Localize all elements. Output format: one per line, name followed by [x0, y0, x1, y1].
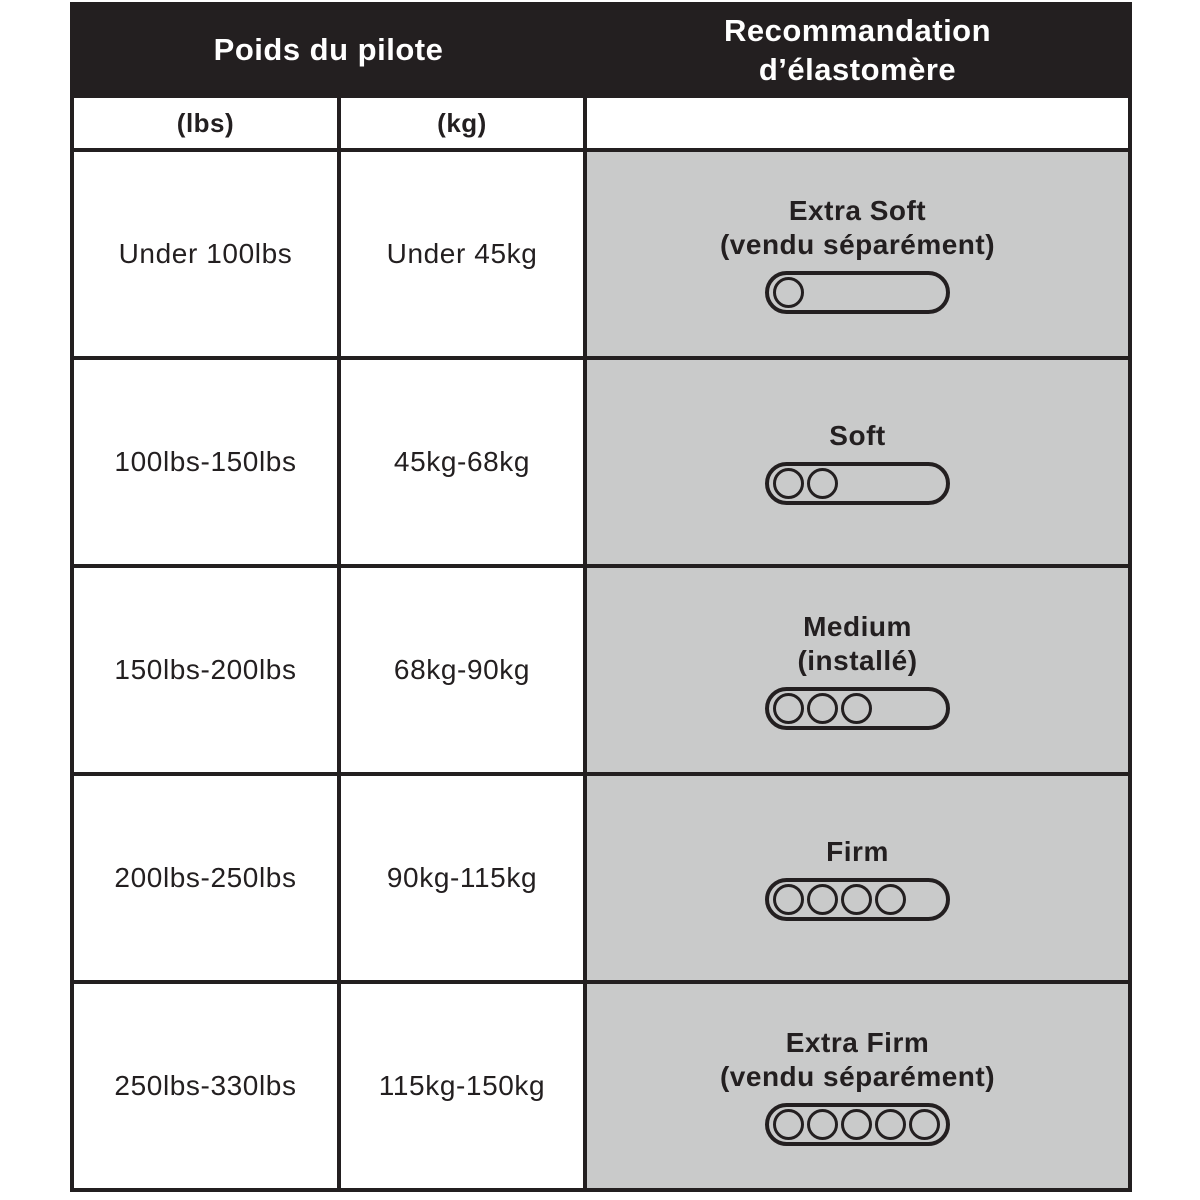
kg-cell: Under 45kg [339, 150, 585, 358]
recommendation-content [587, 1026, 1128, 1146]
elastomer-dot-icon [841, 884, 872, 915]
recommendation-cell [585, 774, 1130, 982]
elastomer-dot-icon [773, 693, 804, 724]
recommendation-content [587, 419, 1128, 505]
recommendation-header [585, 4, 1130, 96]
recommendation-cell [585, 150, 1130, 358]
recommendation-title: Soft [829, 420, 886, 451]
lbs-cell: 150lbs-200lbs [72, 566, 339, 774]
elastomer-recommendation-table [70, 2, 1132, 1192]
elastomer-dot-icon [875, 884, 906, 915]
elastomer-dot-icon [773, 1109, 804, 1140]
lbs-cell: 200lbs-250lbs [72, 774, 339, 982]
elastomer-dot-icon [807, 693, 838, 724]
elastomer-dot-icon [807, 884, 838, 915]
table-head [72, 4, 1130, 150]
kg-cell: 90kg-115kg [339, 774, 585, 982]
kg-unit-header: (kg) [339, 96, 585, 150]
elastomer-recommendation-page [70, 2, 1132, 1192]
elastomer-dot-icon [773, 884, 804, 915]
table-row [72, 150, 1130, 358]
elastomer-capsule-icon [765, 271, 950, 314]
recommendation-title: Firm [826, 836, 889, 867]
table-row [72, 566, 1130, 774]
elastomer-capsule-icon [765, 687, 950, 730]
elastomer-dot-icon [841, 1109, 872, 1140]
lbs-cell: 100lbs-150lbs [72, 358, 339, 566]
table-row [72, 774, 1130, 982]
elastomer-dot-icon [773, 468, 804, 499]
recommendation-cell [585, 982, 1130, 1190]
recommendation-content [587, 194, 1128, 314]
recommendation-title: Extra Firm (vendu séparément) [719, 1027, 996, 1092]
elastomer-dot-icon [875, 1109, 906, 1140]
elastomer-dot-icon [807, 1109, 838, 1140]
kg-cell: 115kg-150kg [339, 982, 585, 1190]
recommendation-unit-header-empty [585, 96, 1130, 150]
kg-cell: 68kg-90kg [339, 566, 585, 774]
elastomer-capsule-icon [765, 878, 950, 921]
table-body [72, 150, 1130, 1190]
kg-cell: 45kg-68kg [339, 358, 585, 566]
lbs-cell: 250lbs-330lbs [72, 982, 339, 1190]
recommendation-content [587, 835, 1128, 921]
header-row [72, 4, 1130, 96]
table-row [72, 982, 1130, 1190]
recommendation-content [587, 610, 1128, 730]
rider-weight-header: Poids du pilote [72, 4, 585, 96]
lbs-unit-header: (lbs) [72, 96, 339, 150]
recommendation-header-label: Recommandation d’élastomère [723, 13, 992, 87]
elastomer-dot-icon [909, 1109, 940, 1140]
table-row [72, 358, 1130, 566]
recommendation-title: Medium (installé) [797, 611, 918, 676]
lbs-cell: Under 100lbs [72, 150, 339, 358]
units-row [72, 96, 1130, 150]
recommendation-title: Extra Soft (vendu séparément) [719, 195, 996, 260]
elastomer-dot-icon [773, 277, 804, 308]
recommendation-cell [585, 566, 1130, 774]
elastomer-capsule-icon [765, 1103, 950, 1146]
elastomer-capsule-icon [765, 462, 950, 505]
elastomer-dot-icon [807, 468, 838, 499]
recommendation-cell [585, 358, 1130, 566]
elastomer-dot-icon [841, 693, 872, 724]
